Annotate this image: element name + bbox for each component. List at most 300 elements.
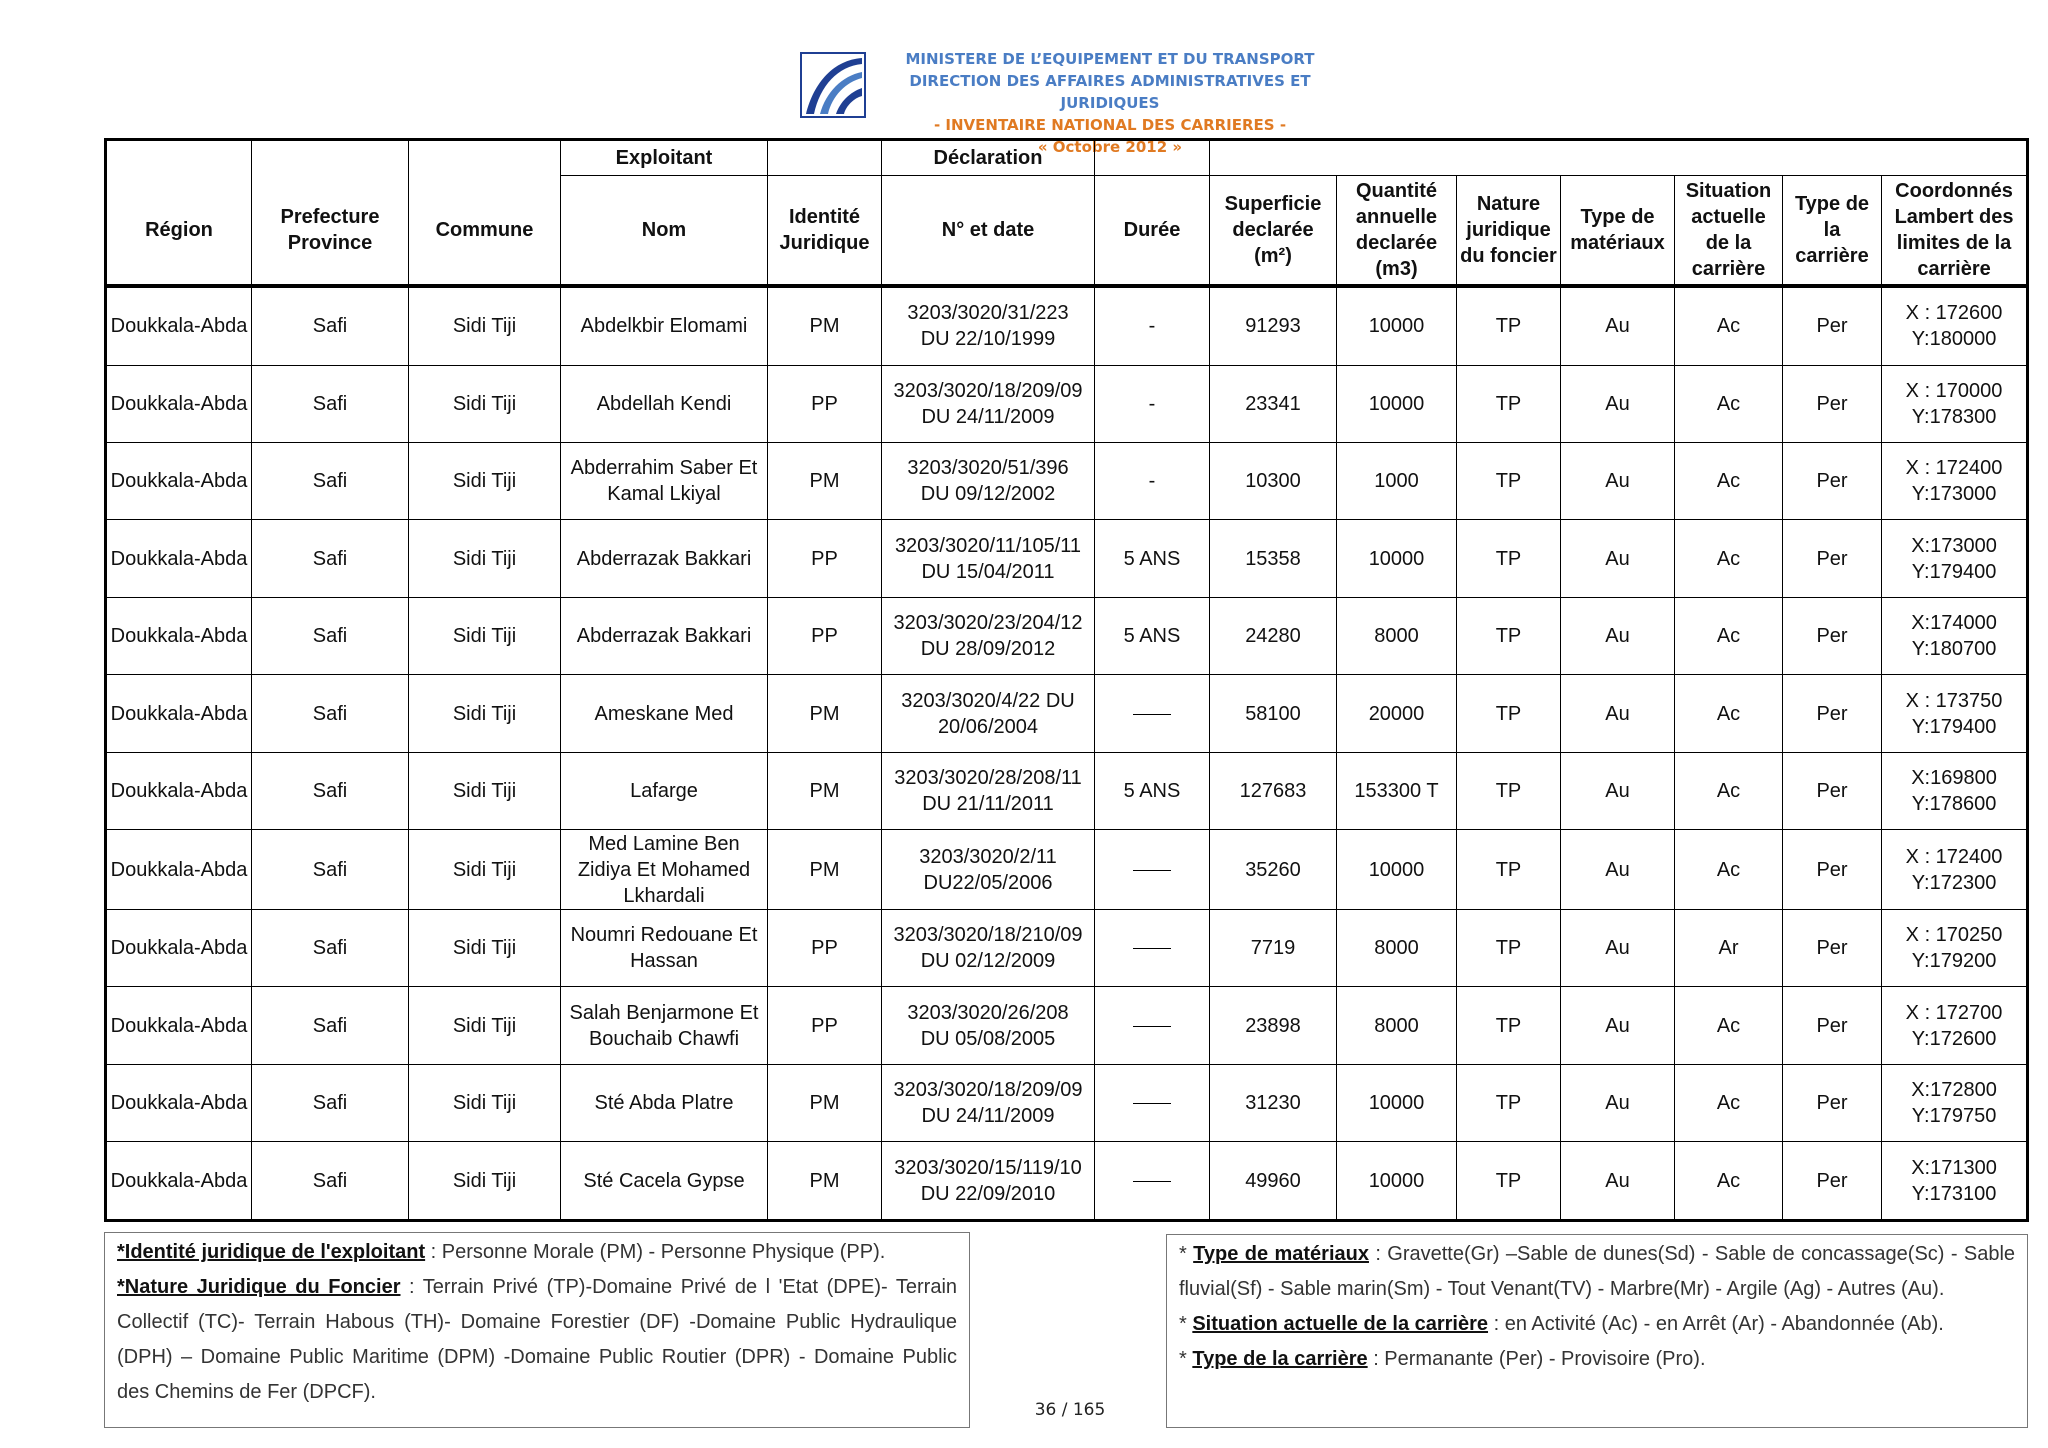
cell-nature — [1457, 520, 1561, 597]
cell-commune — [409, 520, 561, 597]
cell-province — [252, 286, 409, 365]
legend-left — [104, 1232, 970, 1428]
cell-region — [106, 987, 252, 1064]
superficie-text: 58100 — [1245, 702, 1301, 725]
column-header: Quantité annuelle declarée (m3) — [1337, 176, 1457, 287]
nature-text: TP — [1495, 780, 1522, 803]
table-row — [106, 520, 2028, 597]
declaration-number: 3203/3020/18/209/09 — [893, 379, 1083, 402]
coord-x: X : 172600 — [1905, 302, 2003, 325]
coord-x: X:171300 — [1911, 1156, 1997, 1179]
cell-region — [106, 597, 252, 674]
type-text: Per — [1816, 858, 1848, 881]
coord-y: Y:173100 — [1911, 1182, 1997, 1205]
coord-y: Y:173000 — [1911, 483, 1997, 506]
cell-declaration — [882, 675, 1095, 752]
cell-declaration — [882, 442, 1095, 519]
province-text: Safi — [312, 470, 348, 493]
cell-identite — [768, 286, 882, 365]
superficie-text: 49960 — [1245, 1169, 1301, 1192]
province-text: Safi — [312, 315, 348, 338]
document-header — [800, 48, 1340, 156]
cell-materiaux — [1561, 286, 1675, 365]
quarry-inventory-table — [104, 138, 2029, 1222]
cell-quantite — [1337, 752, 1457, 829]
cell-materiaux — [1561, 1064, 1675, 1141]
coord-y: Y:172600 — [1911, 1027, 1997, 1050]
cell-commune — [409, 752, 561, 829]
column-header: Identité Juridique — [768, 176, 882, 287]
cell-situation — [1675, 365, 1783, 442]
nom-text: Abdellah Kendi — [596, 392, 732, 415]
column-header: Type de matériaux — [1561, 176, 1675, 287]
cell-quantite — [1337, 442, 1457, 519]
identite-text: PM — [809, 315, 840, 338]
nature-text: TP — [1495, 1092, 1522, 1115]
cell-province — [252, 752, 409, 829]
group-header-row — [106, 140, 2028, 176]
materiaux-text: Au — [1605, 702, 1630, 725]
inventory-title: - INVENTAIRE NATIONAL DES CARRIERES - — [933, 116, 1287, 134]
situation-text: Ac — [1716, 1169, 1741, 1192]
cell-identite — [768, 675, 882, 752]
region-text: Doukkala-Abda — [110, 1169, 248, 1192]
materiaux-text: Au — [1605, 780, 1630, 803]
cell-coordonnees — [1882, 520, 2028, 597]
cell-materiaux — [1561, 987, 1675, 1064]
region-text: Doukkala-Abda — [110, 780, 248, 803]
cell-nature — [1457, 1142, 1561, 1221]
coord-x: X : 170000 — [1905, 379, 2003, 402]
materiaux-text: Au — [1605, 547, 1630, 570]
declaration-number: 3203/3020/2/11 — [919, 845, 1057, 868]
cell-situation — [1675, 987, 1783, 1064]
cell-declaration — [882, 987, 1095, 1064]
cell-quantite — [1337, 909, 1457, 986]
province-text: Safi — [312, 1014, 348, 1037]
coord-x: X:173000 — [1911, 534, 1997, 557]
materiaux-text: Au — [1605, 937, 1630, 960]
cell-nom — [561, 442, 768, 519]
province-text: Safi — [312, 547, 348, 570]
declaration-number: 3203/3020/31/223 — [907, 302, 1069, 325]
cell-coordonnees — [1882, 597, 2028, 674]
cell-duree — [1095, 442, 1210, 519]
cell-nom — [561, 286, 768, 365]
cell-declaration — [882, 909, 1095, 986]
cell-nature — [1457, 752, 1561, 829]
cell-nature — [1457, 597, 1561, 674]
coord-y: Y:180000 — [1911, 328, 1997, 351]
cell-situation — [1675, 752, 1783, 829]
cell-type — [1783, 520, 1882, 597]
declaration-date: DU 02/12/2009 — [920, 950, 1056, 973]
cell-province — [252, 830, 409, 910]
nature-text: TP — [1495, 547, 1522, 570]
coord-y: Y:179750 — [1911, 1105, 1997, 1128]
quantite-text: 8000 — [1374, 937, 1419, 960]
table-row — [106, 1064, 2028, 1141]
cell-situation — [1675, 675, 1783, 752]
type-text: Per — [1816, 937, 1848, 960]
legend-type-text: : Permanante (Per) - Provisoire (Pro). — [1367, 1348, 1706, 1370]
cell-nature — [1457, 365, 1561, 442]
cell-nom — [561, 597, 768, 674]
column-header: Type de la carrière — [1783, 176, 1882, 287]
situation-text: Ac — [1716, 547, 1741, 570]
table-body — [106, 286, 2028, 1221]
nom-text: Salah Benjarmone Et Bouchaib Chawfi — [569, 1001, 759, 1050]
legend-right — [1166, 1234, 2028, 1428]
type-text: Per — [1816, 470, 1848, 493]
cell-duree — [1095, 830, 1210, 910]
identite-text: PM — [809, 780, 840, 803]
cell-commune — [409, 597, 561, 674]
column-header: Commune — [409, 176, 561, 287]
cell-nom — [561, 675, 768, 752]
declaration-date: DU 22/09/2010 — [920, 1182, 1056, 1205]
declaration-date: DU 05/08/2005 — [920, 1027, 1056, 1050]
cell-identite — [768, 909, 882, 986]
duree-text: 5 ANS — [1123, 547, 1181, 570]
cell-commune — [409, 675, 561, 752]
nom-text: Sté Abda Platre — [594, 1092, 734, 1115]
column-header: Situation actuelle de la carrière — [1675, 176, 1783, 287]
cell-region — [106, 365, 252, 442]
cell-superficie — [1210, 286, 1337, 365]
duree-text: 5 ANS — [1123, 780, 1181, 803]
legend-materiaux-text: : Gravette(Gr) –Sable de dunes(Sd) - Sable de concassage(Sc) - Sable fluvial(Sf) - Sable marin(Sm) - Tout Venant(TV) - Marbre(Mr) - Argile (Ag) - Autres (Au). — [1179, 1243, 2016, 1300]
situation-text: Ac — [1716, 702, 1741, 725]
legend-type-title: Type de la carrière — [1192, 1348, 1368, 1370]
situation-text: Ac — [1716, 315, 1741, 338]
materiaux-text: Au — [1605, 1169, 1630, 1192]
cell-commune — [409, 286, 561, 365]
superficie-text: 24280 — [1245, 625, 1301, 648]
nature-text: TP — [1495, 315, 1522, 338]
coord-x: X : 170250 — [1905, 924, 2003, 947]
nom-text: Sté Cacela Gypse — [583, 1169, 745, 1192]
cell-superficie — [1210, 442, 1337, 519]
cell-duree — [1095, 286, 1210, 365]
legend-situation-text: : en Activité (Ac) - en Arrêt (Ar) - Abandonnée (Ab). — [1488, 1313, 1944, 1335]
cell-quantite — [1337, 286, 1457, 365]
identite-text: PM — [809, 858, 840, 881]
cell-type — [1783, 675, 1882, 752]
cell-nom — [561, 909, 768, 986]
dash-line — [1133, 714, 1171, 715]
cell-nom — [561, 365, 768, 442]
type-text: Per — [1816, 392, 1848, 415]
cell-declaration — [882, 1064, 1095, 1141]
legend-nature-title: *Nature Juridique du Foncier — [117, 1276, 401, 1298]
quantite-text: 10000 — [1368, 858, 1425, 881]
commune-text: Sidi Tiji — [452, 702, 517, 725]
group-header-declaration: Déclaration — [882, 140, 1095, 176]
superficie-text: 35260 — [1245, 858, 1301, 881]
commune-text: Sidi Tiji — [452, 392, 517, 415]
quantite-text: 20000 — [1368, 702, 1425, 725]
declaration-number: 3203/3020/4/22 DU — [901, 689, 1075, 712]
quantite-text: 153300 T — [1354, 780, 1439, 803]
cell-situation — [1675, 597, 1783, 674]
table-row — [106, 909, 2028, 986]
duree-text: - — [1148, 392, 1156, 415]
coord-y: Y:179400 — [1911, 560, 1997, 583]
cell-nature — [1457, 1064, 1561, 1141]
cell-duree — [1095, 1064, 1210, 1141]
quantite-text: 8000 — [1374, 1014, 1419, 1037]
cell-superficie — [1210, 830, 1337, 910]
cell-superficie — [1210, 909, 1337, 986]
cell-quantite — [1337, 1064, 1457, 1141]
cell-coordonnees — [1882, 442, 2028, 519]
province-text: Safi — [312, 1092, 348, 1115]
quantite-text: 10000 — [1368, 1092, 1425, 1115]
legend-star: * — [1179, 1348, 1193, 1370]
cell-materiaux — [1561, 597, 1675, 674]
identite-text: PM — [809, 1169, 840, 1192]
nature-text: TP — [1495, 470, 1522, 493]
direction-title: DIRECTION DES AFFAIRES ADMINISTRATIVES ET JURIDIQUES — [909, 72, 1311, 112]
cell-nom — [561, 752, 768, 829]
cell-coordonnees — [1882, 909, 2028, 986]
type-text: Per — [1816, 702, 1848, 725]
province-text: Safi — [312, 780, 348, 803]
region-text: Doukkala-Abda — [110, 1014, 248, 1037]
cell-nom — [561, 987, 768, 1064]
cell-coordonnees — [1882, 752, 2028, 829]
superficie-text: 7719 — [1250, 937, 1296, 960]
cell-type — [1783, 597, 1882, 674]
superficie-text: 23898 — [1245, 1014, 1301, 1037]
cell-region — [106, 442, 252, 519]
declaration-number: 3203/3020/51/396 — [907, 457, 1069, 480]
cell-quantite — [1337, 987, 1457, 1064]
region-text: Doukkala-Abda — [110, 937, 248, 960]
identite-text: PP — [811, 937, 838, 960]
cell-declaration — [882, 752, 1095, 829]
date-title: « Octobre 2012 » — [1037, 138, 1183, 156]
commune-text: Sidi Tiji — [452, 937, 517, 960]
region-text: Doukkala-Abda — [110, 470, 248, 493]
legend-identite-title: *Identité juridique de l'exploitant — [117, 1241, 426, 1263]
nature-text: TP — [1495, 702, 1522, 725]
declaration-number: 3203/3020/23/204/12 — [893, 612, 1083, 635]
cell-coordonnees — [1882, 987, 2028, 1064]
declaration-date: DU22/05/2006 — [923, 871, 1053, 894]
cell-region — [106, 675, 252, 752]
group-header-exploitant: Exploitant — [561, 140, 768, 176]
declaration-date: DU 24/11/2009 — [921, 1105, 1055, 1128]
cell-identite — [768, 365, 882, 442]
cell-nom — [561, 1142, 768, 1221]
dash-line — [1133, 870, 1171, 871]
cell-region — [106, 1064, 252, 1141]
cell-province — [252, 442, 409, 519]
cell-nom — [561, 1064, 768, 1141]
type-text: Per — [1816, 1014, 1848, 1037]
cell-materiaux — [1561, 909, 1675, 986]
column-header: Durée — [1095, 176, 1210, 287]
cell-commune — [409, 830, 561, 910]
region-text: Doukkala-Abda — [110, 702, 248, 725]
cell-type — [1783, 442, 1882, 519]
type-text: Per — [1816, 1092, 1848, 1115]
cell-province — [252, 1142, 409, 1221]
cell-superficie — [1210, 1064, 1337, 1141]
cell-materiaux — [1561, 752, 1675, 829]
dash-line — [1133, 1103, 1171, 1104]
cell-materiaux — [1561, 365, 1675, 442]
coord-x: X : 172400 — [1905, 845, 2003, 868]
declaration-number: 3203/3020/18/209/09 — [893, 1079, 1083, 1102]
coord-y: Y:172300 — [1911, 871, 1997, 894]
column-header: Prefecture Province — [252, 176, 409, 287]
cell-duree — [1095, 520, 1210, 597]
ministry-title: MINISTERE DE L’EQUIPEMENT ET DU TRANSPORT — [905, 50, 1315, 68]
identite-text: PM — [809, 702, 840, 725]
region-text: Doukkala-Abda — [110, 392, 248, 415]
type-text: Per — [1816, 1169, 1848, 1192]
cell-province — [252, 365, 409, 442]
cell-declaration — [882, 520, 1095, 597]
superficie-text: 127683 — [1239, 780, 1307, 803]
identite-text: PP — [811, 1014, 838, 1037]
cell-situation — [1675, 520, 1783, 597]
declaration-number: 3203/3020/15/119/10 — [894, 1156, 1082, 1179]
cell-materiaux — [1561, 830, 1675, 910]
legend-star: * — [1179, 1313, 1193, 1335]
situation-text: Ac — [1716, 1014, 1741, 1037]
commune-text: Sidi Tiji — [452, 625, 517, 648]
declaration-date: DU 22/10/1999 — [920, 328, 1056, 351]
commune-text: Sidi Tiji — [452, 1014, 517, 1037]
province-text: Safi — [312, 1169, 348, 1192]
nom-text: Ameskane Med — [594, 702, 734, 725]
situation-text: Ac — [1716, 470, 1741, 493]
table-row — [106, 597, 2028, 674]
nom-text: Abderrazak Bakkari — [576, 547, 752, 570]
cell-materiaux — [1561, 442, 1675, 519]
nom-text: Abderrazak Bakkari — [576, 625, 752, 648]
superficie-text: 91293 — [1245, 315, 1301, 338]
superficie-text: 23341 — [1245, 392, 1301, 415]
declaration-date: 20/06/2004 — [937, 715, 1039, 738]
cell-type — [1783, 286, 1882, 365]
legend-nature-text: : Terrain Privé (TP)-Domaine Privé de l 'Etat (DPE)- Terrain Collectif (TC)- Terrain Habous (TH)- Domaine Forestier (DF) -Domaine Public Hydraulique (DPH) – Domaine Public Maritime (DPM) -Domaine Public Routier (DPR) - Domaine Public des Chemins de Fer (DPCF). — [117, 1276, 958, 1403]
coord-x: X : 172400 — [1905, 457, 2003, 480]
nom-text: Abdelkbir Elomami — [580, 315, 748, 338]
column-header: Région — [106, 176, 252, 287]
column-header: Nom — [561, 176, 768, 287]
table-row — [106, 442, 2028, 519]
cell-coordonnees — [1882, 1064, 2028, 1141]
cell-situation — [1675, 442, 1783, 519]
cell-region — [106, 1142, 252, 1221]
identite-text: PM — [809, 470, 840, 493]
cell-nature — [1457, 286, 1561, 365]
cell-region — [106, 520, 252, 597]
cell-duree — [1095, 909, 1210, 986]
cell-superficie — [1210, 987, 1337, 1064]
cell-identite — [768, 442, 882, 519]
cell-commune — [409, 987, 561, 1064]
dash-line — [1133, 948, 1171, 949]
quantite-text: 8000 — [1374, 625, 1419, 648]
cell-type — [1783, 365, 1882, 442]
situation-text: Ac — [1716, 625, 1741, 648]
ministry-logo-icon — [800, 52, 866, 118]
cell-quantite — [1337, 365, 1457, 442]
table-row — [106, 286, 2028, 365]
column-header: Superficie declarée (m²) — [1210, 176, 1337, 287]
superficie-text: 10300 — [1245, 470, 1301, 493]
declaration-number: 3203/3020/11/105/11 — [894, 534, 1082, 557]
cell-commune — [409, 365, 561, 442]
cell-nature — [1457, 909, 1561, 986]
cell-type — [1783, 987, 1882, 1064]
duree-text: 5 ANS — [1123, 625, 1181, 648]
commune-text: Sidi Tiji — [452, 315, 517, 338]
region-text: Doukkala-Abda — [110, 547, 248, 570]
cell-quantite — [1337, 1142, 1457, 1221]
column-header: Coordonnés Lambert des limites de la carrière — [1882, 176, 2028, 287]
nom-text: Noumri Redouane Et Hassan — [570, 924, 758, 973]
cell-nature — [1457, 675, 1561, 752]
page-number: 36 / 165 — [1034, 1400, 1106, 1420]
commune-text: Sidi Tiji — [452, 1169, 517, 1192]
quantite-text: 10000 — [1368, 315, 1425, 338]
declaration-date: DU 24/11/2009 — [921, 405, 1055, 428]
cell-coordonnees — [1882, 1142, 2028, 1221]
coord-y: Y:179200 — [1911, 950, 1997, 973]
table-row — [106, 365, 2028, 442]
superficie-text: 15358 — [1245, 547, 1301, 570]
cell-region — [106, 909, 252, 986]
situation-text: Ac — [1716, 858, 1741, 881]
cell-materiaux — [1561, 675, 1675, 752]
materiaux-text: Au — [1605, 1014, 1630, 1037]
coord-y: Y:178600 — [1911, 793, 1997, 816]
cell-declaration — [882, 365, 1095, 442]
nature-text: TP — [1495, 392, 1522, 415]
cell-quantite — [1337, 520, 1457, 597]
nature-text: TP — [1495, 625, 1522, 648]
cell-situation — [1675, 1064, 1783, 1141]
cell-situation — [1675, 830, 1783, 910]
cell-province — [252, 675, 409, 752]
province-text: Safi — [312, 702, 348, 725]
duree-text: - — [1148, 315, 1156, 338]
cell-quantite — [1337, 830, 1457, 910]
cell-identite — [768, 1142, 882, 1221]
cell-province — [252, 597, 409, 674]
commune-text: Sidi Tiji — [452, 858, 517, 881]
province-text: Safi — [312, 858, 348, 881]
table-row — [106, 675, 2028, 752]
quantite-text: 10000 — [1368, 1169, 1425, 1192]
declaration-date: DU 28/09/2012 — [920, 638, 1056, 661]
coord-y: Y:179400 — [1911, 715, 1997, 738]
coord-x: X : 173750 — [1905, 689, 2003, 712]
commune-text: Sidi Tiji — [452, 1092, 517, 1115]
identite-text: PP — [811, 625, 838, 648]
cell-identite — [768, 520, 882, 597]
identite-text: PP — [811, 392, 838, 415]
cell-declaration — [882, 286, 1095, 365]
nature-text: TP — [1495, 1014, 1522, 1037]
